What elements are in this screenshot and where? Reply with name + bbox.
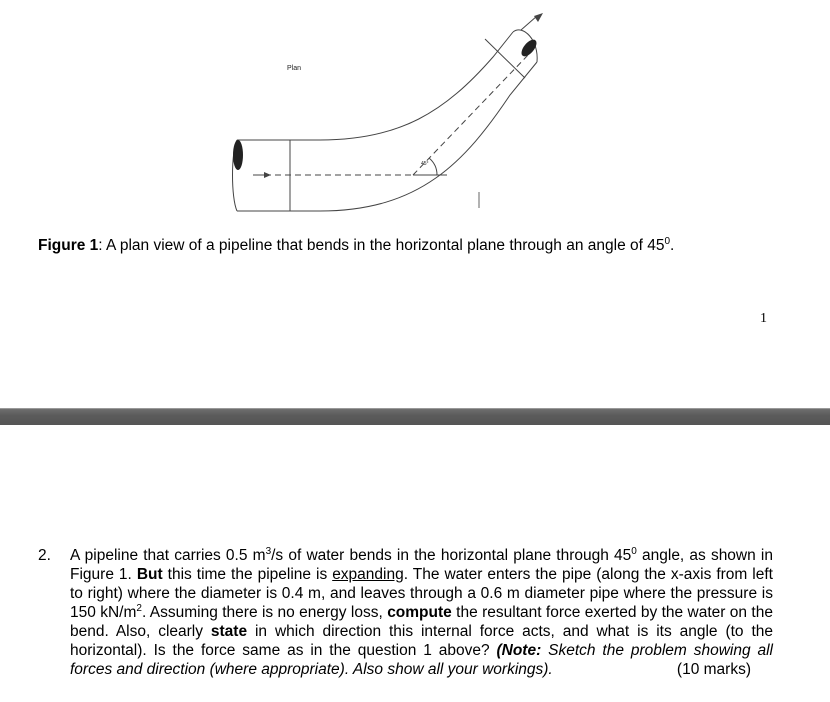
pipe-bend-plan-figure xyxy=(225,12,565,217)
q-text: . The water enters the pipe (along the x-axis from left to right) where the diameter is 0.4 m, and leaves through a 0.6 m diameter pipe where the pressure is 150 kN/m xyxy=(70,566,773,621)
inlet-water-blob xyxy=(233,140,243,170)
question-number: 2. xyxy=(38,547,51,564)
caption-end: . xyxy=(670,237,675,255)
caption-text: : A plan view of a pipeline that bends in the horizontal plane through an angle of 45 xyxy=(98,237,665,255)
outflow-arrow-head xyxy=(534,13,543,22)
q-note-label: (Note: xyxy=(496,642,542,659)
q-text: this time the pipeline is xyxy=(162,566,333,583)
q-sup-degree: 0 xyxy=(631,545,637,557)
question-2 xyxy=(38,546,773,679)
caption-degree-sup: 0 xyxy=(664,236,671,247)
angle-label: 45° xyxy=(421,161,429,167)
plan-label: Plan xyxy=(287,65,302,72)
outlet-section-line xyxy=(485,39,525,78)
figure-caption xyxy=(38,232,818,256)
q-text: angle, as shown in Figure 1. xyxy=(70,547,773,583)
pipe-wall-inner xyxy=(237,62,537,211)
q-text: . Assuming there is no energy loss, xyxy=(141,604,388,621)
q-bold-state: state xyxy=(210,623,248,640)
q-text: the resultant force exerted by the water on the bend. Also, clearly xyxy=(70,604,773,640)
outflow-arrow xyxy=(521,16,537,30)
inflow-arrow-head xyxy=(264,172,271,178)
q-underlined-expanding: expanding xyxy=(332,566,404,583)
q-sup-cubed: 3 xyxy=(265,545,272,557)
caption-figure-label: Figure 1 xyxy=(38,237,99,255)
q-bold-compute: compute xyxy=(387,604,452,621)
q-note-text: Sketch the problem showing all forces and direction (where appropriate). Also show all your workings). xyxy=(70,642,773,678)
question-marks: (10 marks) xyxy=(676,661,751,678)
q-text: A pipeline that carries 0.5 m xyxy=(70,547,266,564)
q-text: in which direction this internal force acts, and what is its angle (to the horizontal). Is the force same as in the question 1 above? xyxy=(70,623,773,659)
page-separator xyxy=(0,408,830,425)
q-bold-but: But xyxy=(136,566,163,583)
question-body xyxy=(70,546,773,679)
q-sup-squared: 2 xyxy=(136,602,142,614)
page-number: 1 xyxy=(760,311,767,326)
pipe-wall-outer xyxy=(237,32,513,140)
q-text: /s of water bends in the horizontal plane through 45 xyxy=(271,547,632,564)
centerline-inclined xyxy=(413,54,529,175)
angle-arc xyxy=(429,158,437,175)
